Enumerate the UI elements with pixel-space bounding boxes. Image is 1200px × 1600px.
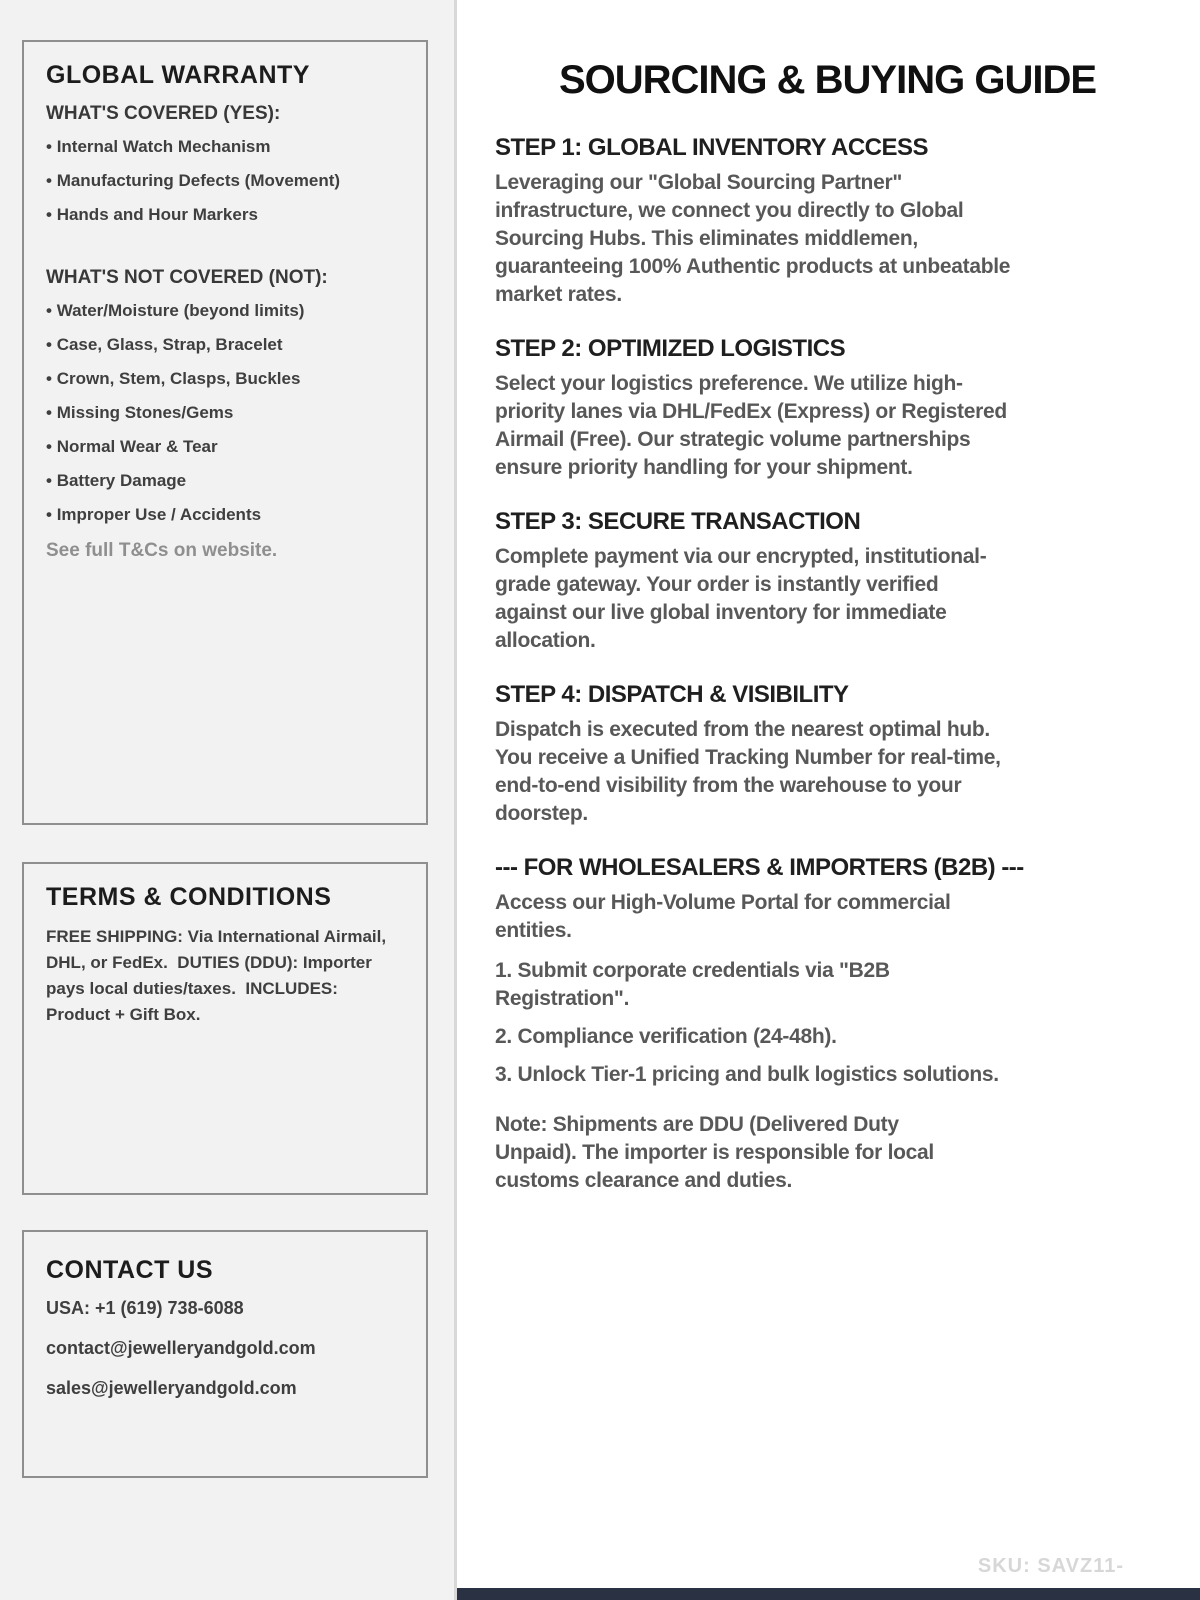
warranty-covered-item: • Manufacturing Defects (Movement) [46,170,404,192]
b2b-intro: Access our High-Volume Portal for commercial entities. [495,891,951,942]
warranty-covered-item: • Hands and Hour Markers [46,204,404,226]
warranty-not-covered-item: • Case, Glass, Strap, Bracelet [46,334,404,356]
step-4-section [495,681,1160,828]
b2b-heading: --- FOR WHOLESALERS & IMPORTERS (B2B) --- [495,854,1024,881]
warranty-not-covered-item: • Normal Wear & Tear [46,436,404,458]
b2b-item-2: 2. Compliance verification (24-48h). [495,1025,837,1048]
step-4-heading: STEP 4: DISPATCH & VISIBILITY [495,681,849,708]
contact-phone: USA: +1 (619) 738-6088 [46,1298,244,1318]
terms-title: TERMS & CONDITIONS [46,883,332,911]
step-3-body: Complete payment via our encrypted, institutional-grade gateway. Your order is instantly verified against our live global inventory for immediate allocation. [495,545,987,652]
b2b-note: Note: Shipments are DDU (Delivered Duty Unpaid). The importer is responsible for local customs clearance and duties. [495,1113,934,1192]
step-2-section [495,335,1160,482]
sidebar [0,0,457,1600]
step-1-section [495,134,1160,309]
step-2-heading: STEP 2: OPTIMIZED LOGISTICS [495,335,846,362]
contact-box [22,1230,428,1478]
step-4-body: Dispatch is executed from the nearest optimal hub. You receive a Unified Tracking Number for real-time, end-to-end visibility from the warehouse to your doorstep. [495,718,1001,825]
warranty-not-covered-list [46,300,404,526]
footer-bar [457,1588,1200,1600]
b2b-item-3: 3. Unlock Tier-1 pricing and bulk logistics solutions. [495,1063,999,1086]
main-content [457,0,1200,1600]
warranty-title: GLOBAL WARRANTY [46,61,310,89]
warranty-not-covered-item: • Battery Damage [46,470,404,492]
step-2-body: Select your logistics preference. We utilize high-priority lanes via DHL/FedEx (Express) or Registered Airmail (Free). Our strategic volume partnerships ensure priority handling for your shipment. [495,372,1007,479]
warranty-box [22,40,428,825]
contact-email-primary: contact@jewelleryandgold.com [46,1338,316,1358]
warranty-footnote: See full T&Cs on website. [46,540,278,561]
warranty-not-covered-item: • Improper Use / Accidents [46,504,404,526]
step-1-heading: STEP 1: GLOBAL INVENTORY ACCESS [495,134,929,161]
sku-label: SKU: SAVZ11- [977,1555,1124,1577]
b2b-item-1: 1. Submit corporate credentials via "B2B Registration". [495,959,890,1010]
spacer [46,238,404,266]
warranty-not-covered-item: • Missing Stones/Gems [46,402,404,424]
step-1-body: Leveraging our "Global Sourcing Partner" infrastructure, we connect you directly to Global Sourcing Hubs. This eliminates middlemen, guaranteeing 100% Authentic products at unbeatable market rates. [495,171,1011,306]
warranty-not-covered-item: • Crown, Stem, Clasps, Buckles [46,368,404,390]
step-3-heading: STEP 3: SECURE TRANSACTION [495,508,861,535]
warranty-covered-heading: WHAT'S COVERED (YES): [46,103,281,124]
b2b-section [495,854,1160,1195]
warranty-covered-item: • Internal Watch Mechanism [46,136,404,158]
page-title: SOURCING & BUYING GUIDE [558,58,1097,102]
warranty-not-covered-heading: WHAT'S NOT COVERED (NOT): [46,267,328,288]
contact-title: CONTACT US [46,1256,214,1284]
contact-email-sales: sales@jewelleryandgold.com [46,1378,297,1398]
warranty-not-covered-item: • Water/Moisture (beyond limits) [46,300,404,322]
terms-body: FREE SHIPPING: Via International Airmail, DHL, or FedEx. DUTIES (DDU): Importer pays local duties/taxes. INCLUDES: Product + Gift Box. [46,927,391,1024]
warranty-covered-list [46,136,404,226]
step-3-section [495,508,1160,655]
terms-box [22,862,428,1195]
